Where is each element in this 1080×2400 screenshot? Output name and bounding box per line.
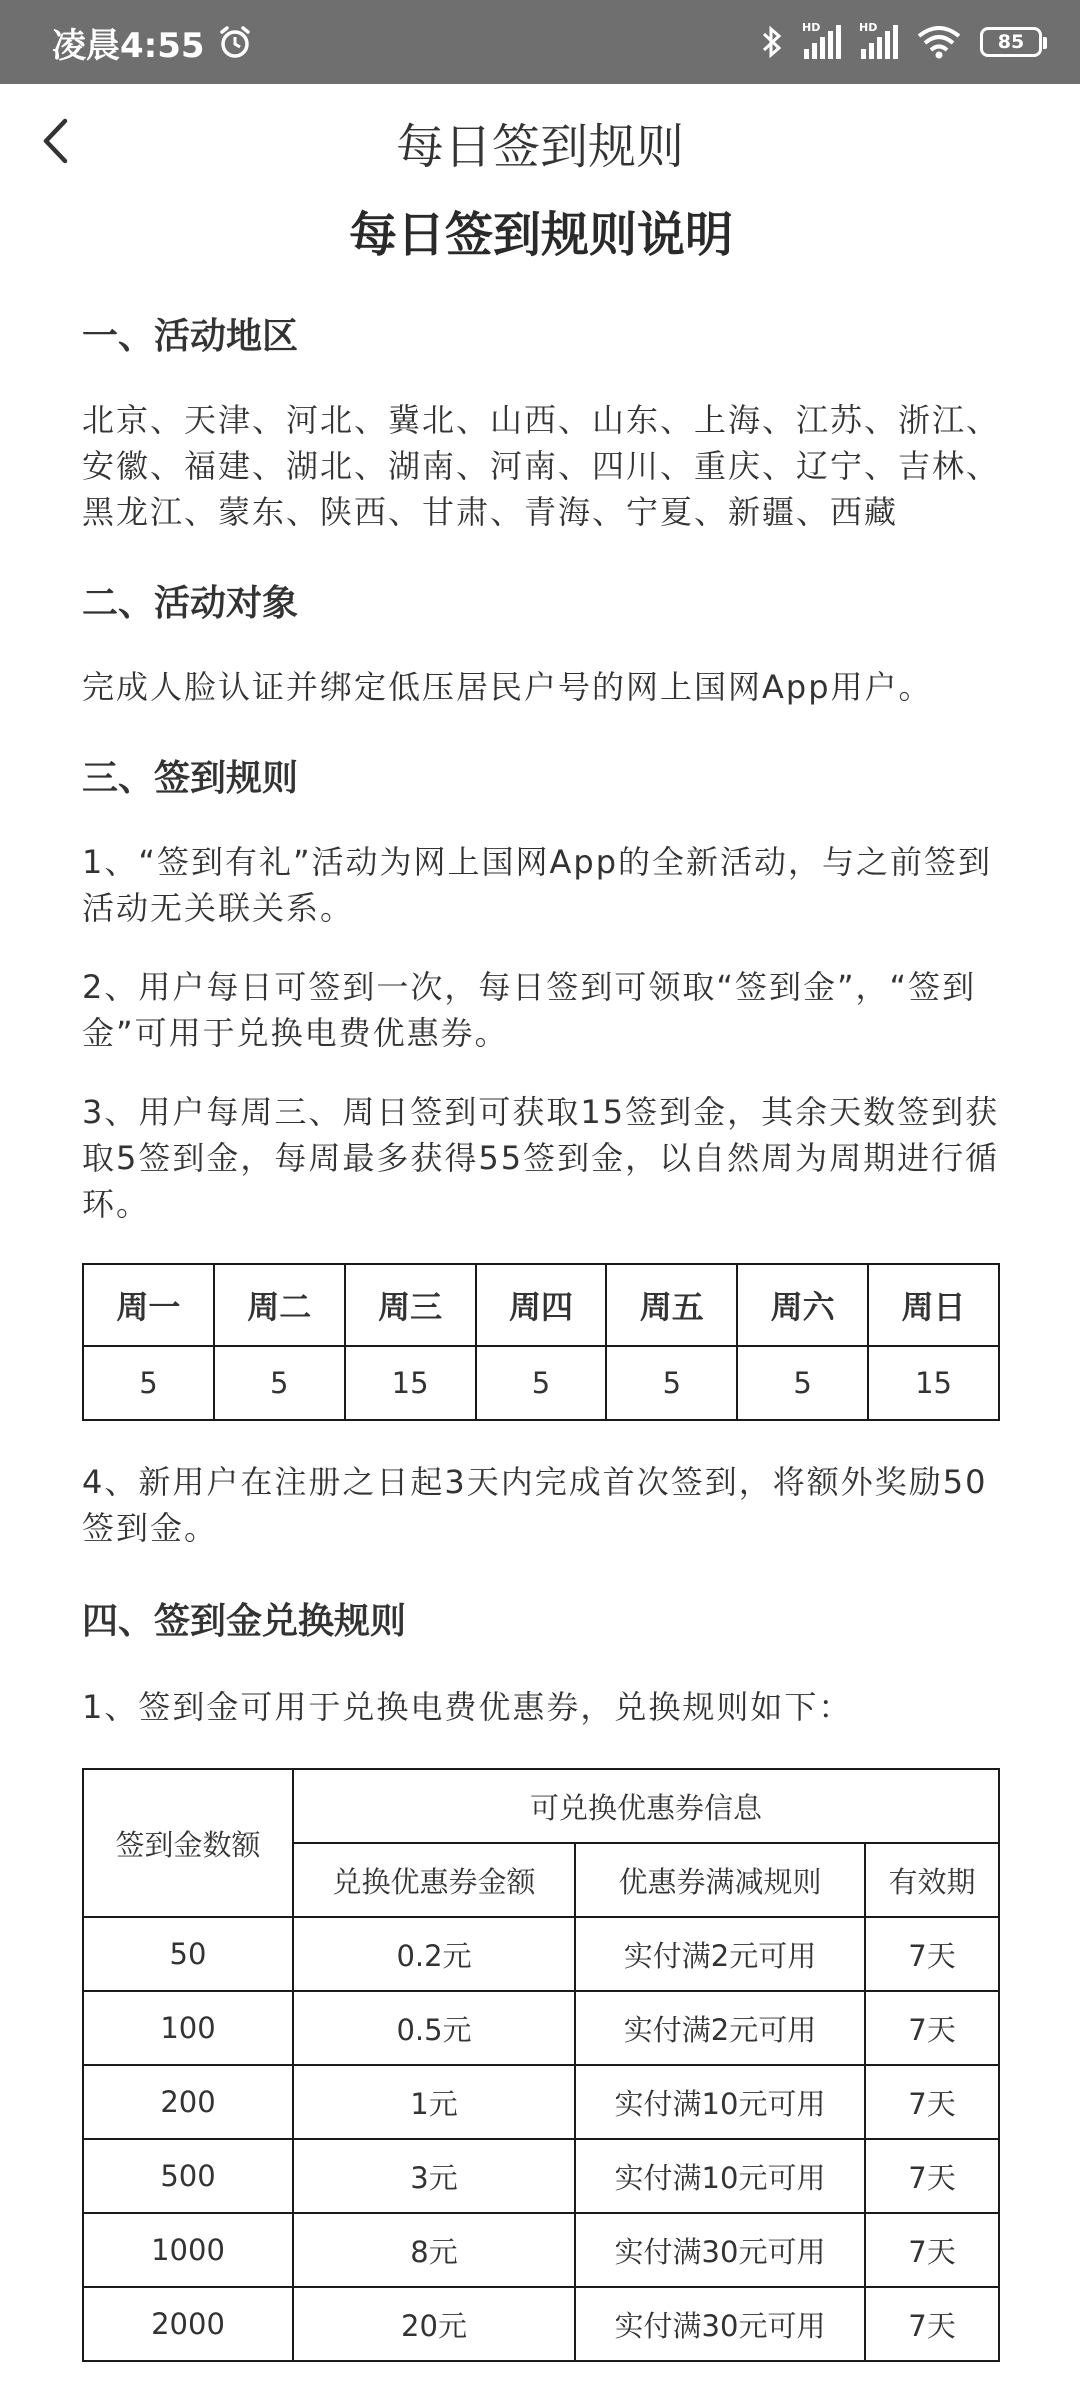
signal-1-icon: HD [802, 25, 841, 59]
section-heading-exchange: 四、签到金兑换规则 [82, 1601, 407, 1642]
rules-document [82, 190, 1000, 2362]
weekday-cell: 周五 [606, 1264, 737, 1346]
rule-cell: 实付满30元可用 [575, 2287, 865, 2361]
nav-bar [0, 84, 1080, 194]
table-row [83, 2287, 999, 2361]
validity-cell: 7天 [865, 1917, 999, 1991]
checkin-rule-2: 2、用户每日可签到一次，每日签到可领取“签到金”，“签到金”可用于兑换电费优惠券。 [82, 968, 977, 1052]
checkin-rule-3: 3、用户每周三、周日签到可获取15签到金，其余天数签到获取5签到金，每周最多获得55签到金，以自然周为周期进行循环。 [82, 1093, 1000, 1223]
table-row [83, 1991, 999, 2065]
rule-cell: 实付满10元可用 [575, 2139, 865, 2213]
document-title: 每日签到规则说明 [348, 207, 733, 263]
status-bar [0, 0, 1080, 84]
checkin-rule-4: 4、新用户在注册之日起3天内完成首次签到，将额外奖励50签到金。 [82, 1463, 988, 1547]
amount-cell: 100 [83, 1991, 293, 2065]
reward-value-cell: 15 [345, 1346, 476, 1420]
header-coupon-info: 可兑换优惠券信息 [293, 1769, 999, 1843]
weekday-header-row [83, 1264, 999, 1346]
header-validity: 有效期 [865, 1843, 999, 1917]
weekday-cell: 周二 [214, 1264, 345, 1346]
coupon-cell: 8元 [293, 2213, 575, 2287]
weekday-cell: 周六 [737, 1264, 868, 1346]
exchange-rule-1: 1、签到金可用于兑换电费优惠券，兑换规则如下： [82, 1688, 853, 1726]
rule-cell: 实付满2元可用 [575, 1917, 865, 1991]
validity-cell: 7天 [865, 1991, 999, 2065]
coupon-cell: 0.5元 [293, 1991, 575, 2065]
status-time: 凌晨4:55 [52, 25, 205, 66]
validity-cell: 7天 [865, 2065, 999, 2139]
reward-value-cell: 5 [476, 1346, 607, 1420]
weekly-reward-table [82, 1263, 1000, 1421]
table-row [83, 2139, 999, 2213]
reward-value-cell: 5 [214, 1346, 345, 1420]
rule-cell: 实付满30元可用 [575, 2213, 865, 2287]
section-heading-region: 一、活动地区 [82, 316, 299, 357]
amount-cell: 200 [83, 2065, 293, 2139]
wifi-icon [916, 24, 962, 60]
weekday-cell: 周四 [476, 1264, 607, 1346]
reward-value-row [83, 1346, 999, 1420]
section-heading-checkin-rules: 三、签到规则 [82, 758, 299, 799]
checkin-rule-1: 1、“签到有礼”活动为网上国网App的全新活动，与之前签到活动无关联关系。 [82, 843, 993, 927]
reward-value-cell: 5 [83, 1346, 214, 1420]
signal-2-icon: HD [859, 25, 898, 59]
page-title: 每日签到规则 [395, 119, 684, 175]
coupon-cell: 3元 [293, 2139, 575, 2213]
amount-cell: 2000 [83, 2287, 293, 2361]
header-coupon-amount: 兑换优惠券金额 [293, 1843, 575, 1917]
header-amount: 签到金数额 [83, 1769, 293, 1917]
rule-cell: 实付满2元可用 [575, 1991, 865, 2065]
exchange-table [82, 1768, 1000, 2362]
alarm-icon [217, 24, 253, 60]
table-row [83, 2065, 999, 2139]
section-heading-target: 二、活动对象 [82, 583, 299, 624]
table-row [83, 2213, 999, 2287]
amount-cell: 50 [83, 1917, 293, 1991]
coupon-cell: 20元 [293, 2287, 575, 2361]
amount-cell: 1000 [83, 2213, 293, 2287]
table-row [83, 1917, 999, 1991]
battery-indicator [980, 27, 1042, 57]
coupon-cell: 0.2元 [293, 1917, 575, 1991]
header-coupon-rule: 优惠券满减规则 [575, 1843, 865, 1917]
weekday-cell: 周日 [868, 1264, 999, 1346]
weekday-cell: 周三 [345, 1264, 476, 1346]
battery-level: 85 [997, 31, 1025, 53]
validity-cell: 7天 [865, 2287, 999, 2361]
validity-cell: 7天 [865, 2213, 999, 2287]
target-users-text: 完成人脸认证并绑定低压居民户号的网上国网App用户。 [82, 668, 933, 706]
coupon-cell: 1元 [293, 2065, 575, 2139]
amount-cell: 500 [83, 2139, 293, 2213]
rule-cell: 实付满10元可用 [575, 2065, 865, 2139]
reward-value-cell: 15 [868, 1346, 999, 1420]
reward-value-cell: 5 [606, 1346, 737, 1420]
validity-cell: 7天 [865, 2139, 999, 2213]
exchange-header-row [83, 1769, 999, 1843]
weekday-cell: 周一 [83, 1264, 214, 1346]
reward-value-cell: 5 [737, 1346, 868, 1420]
region-list-text: 北京、天津、河北、冀北、山西、山东、上海、江苏、浙江、安徽、福建、湖北、湖南、河南、四川、重庆、辽宁、吉林、黑龙江、蒙东、陕西、甘肃、青海、宁夏、新疆、西藏 [82, 401, 1001, 531]
bluetooth-icon [760, 24, 784, 60]
